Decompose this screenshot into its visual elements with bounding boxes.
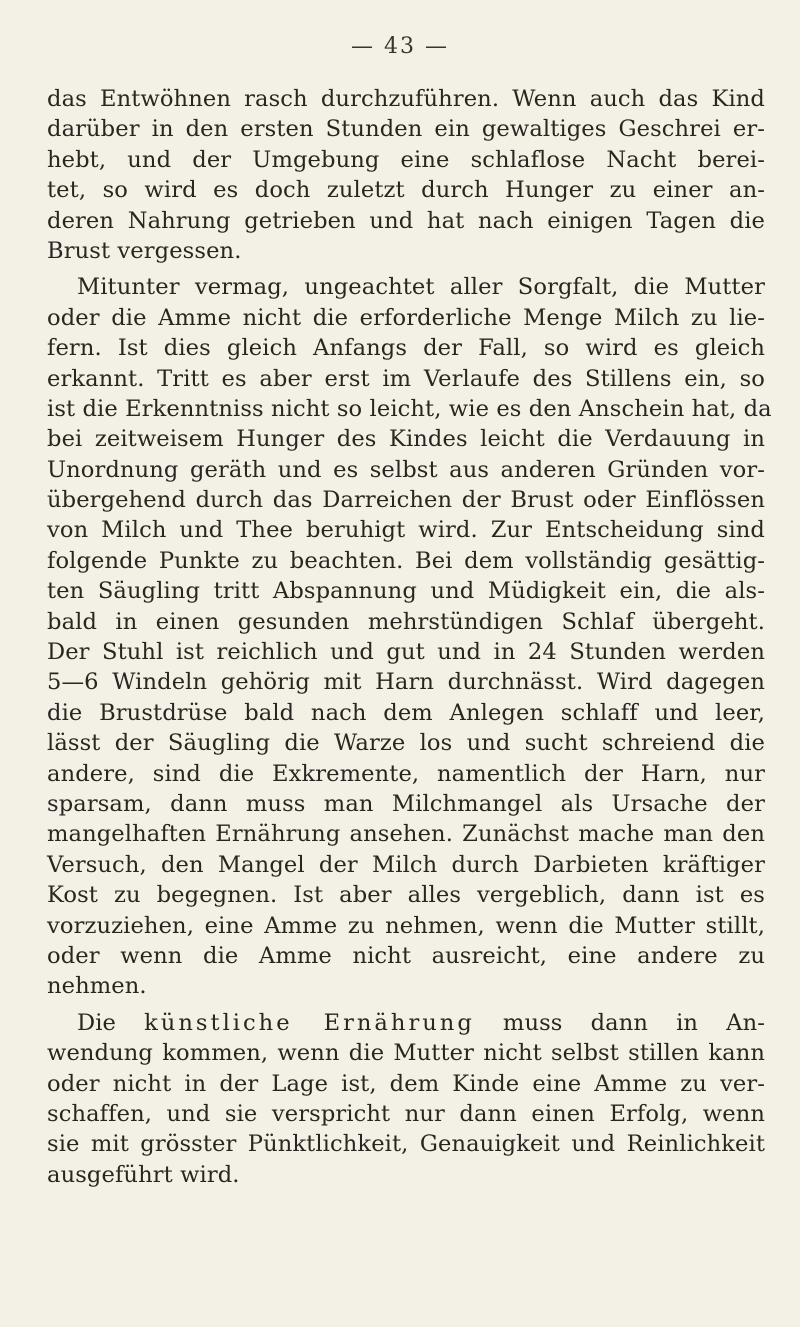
text-line: deren Nahrung getrieben und hat nach einigen Tagen die [47,207,765,234]
text-line: ist die Erkenntniss nicht so leicht, wie es den Anschein hat, da [47,395,772,422]
text-line: Der Stuhl ist reichlich und gut und in 24 Stunden werden [47,639,765,666]
text-line: bald in einen gesunden mehrstündigen Schlaf übergeht. [47,608,765,635]
paragraph-lead: Die [77,1009,117,1036]
paragraph-1 [47,84,765,266]
text-line: wendung kommen, wenn die Mutter nicht selbst stillen kann [47,1040,765,1067]
text-line: übergehend durch das Darreichen der Brust oder Einflössen [47,487,765,514]
text-line: vorzuziehen, eine Amme zu nehmen, wenn die Mutter stillt, [47,912,765,939]
text-line: Brust vergessen. [47,237,242,264]
text-line: mangelhaften Ernährung ansehen. Zunächst mache man den [47,821,765,848]
body-text [47,84,772,1190]
text-line: lässt der Säugling die Warze los und sucht schreiend die [47,730,765,757]
text-line: Versuch, den Mangel der Milch durch Darbieten kräftiger [47,851,765,878]
text-line: sie mit grösster Pünktlichkeit, Genauigkeit und Reinlichkeit [47,1131,765,1158]
text-line: andere, sind die Exkremente, namentlich der Harn, nur [47,760,765,787]
emphasized-term: künstliche Ernährung [144,1009,475,1036]
text-line: ausgeführt wird. [47,1161,240,1188]
text-line: die Brustdrüse bald nach dem Anlegen schlaff und leer, [47,699,765,726]
text-line: Kost zu begegnen. Ist aber alles vergeblich, dann ist es [47,882,765,909]
paragraph-lead-rest: muss dann in An- [502,1009,765,1036]
text-line: tet, so wird es doch zuletzt durch Hunger zu einer an- [47,177,765,204]
text-line: Unordnung geräth und es selbst aus anderen Gründen vor- [47,456,765,483]
text-line: hebt, und der Umgebung eine schlaflose Nacht berei- [47,146,765,173]
text-line: folgende Punkte zu beachten. Bei dem vollständig gesättig- [47,547,765,574]
text-line: erkannt. Tritt es aber erst im Verlaufe des Stillens ein, so [47,365,765,392]
text-line: schaffen, und sie verspricht nur dann einen Erfolg, wenn [47,1100,765,1127]
text-line: oder wenn die Amme nicht ausreicht, eine andere zu [47,942,765,969]
text-line: nehmen. [47,973,147,1000]
text-line: sparsam, dann muss man Milchmangel als Ursache der [47,790,765,817]
text-line: oder die Amme nicht die erforderliche Menge Milch zu lie- [47,304,765,331]
text-line: 5—6 Windeln gehörig mit Harn durchnässt. Wird dagegen [47,669,765,696]
text-line [47,1008,765,1038]
text-line: das Entwöhnen rasch durchzuführen. Wenn auch das Kind [47,86,765,112]
text-line: ten Säugling tritt Abspannung und Müdigkeit ein, die als- [47,578,765,605]
text-line: von Milch und Thee beruhigt wird. Zur Entscheidung sind [47,517,765,544]
text-line: darüber in den ersten Stunden ein gewaltiges Geschrei er- [47,116,765,143]
text-line: oder nicht in der Lage ist, dem Kinde eine Amme zu ver- [47,1070,765,1097]
paragraph-3 [47,1008,765,1190]
text-line: bei zeitweisem Hunger des Kindes leicht die Verdauung in [47,426,765,453]
text-line: fern. Ist dies gleich Anfangs der Fall, so wird es gleich [47,335,765,362]
paragraph-2 [47,272,772,1001]
page-number: — 43 — [351,34,449,59]
text-line: Mitunter vermag, ungeachtet aller Sorgfalt, die Mutter [77,274,765,301]
